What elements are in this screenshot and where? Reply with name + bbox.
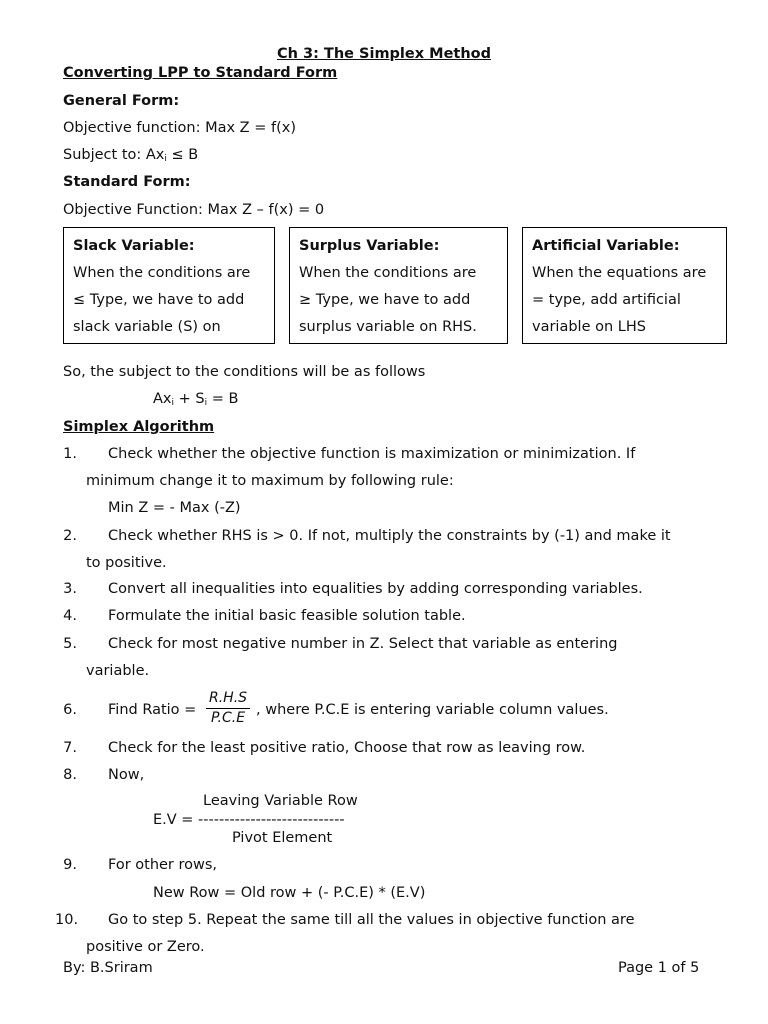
step-number: 6. xyxy=(63,702,77,718)
step-text: Go to step 5. Repeat the same till all the values in objective function are xyxy=(108,912,635,928)
ev-denominator: Pivot Element xyxy=(232,830,333,846)
step-text: For other rows, xyxy=(108,857,218,873)
conditions-intro: So, the subject to the conditions will be as follows xyxy=(63,364,426,380)
box-line: When the equations are xyxy=(532,265,707,281)
step-formula: Min Z = - Max (-Z) xyxy=(108,500,241,516)
step-text: , where P.C.E is entering variable column values. xyxy=(256,702,609,718)
step-number: 7. xyxy=(63,740,77,756)
step-number: 10. xyxy=(55,912,79,928)
box-line: When the conditions are xyxy=(73,265,251,281)
artificial-variable-box xyxy=(522,227,727,344)
objective-standard: Objective Function: Max Z – f(x) = 0 xyxy=(63,202,325,218)
step-number: 5. xyxy=(63,636,77,652)
box-line: surplus variable on RHS. xyxy=(299,319,477,335)
box-title: Surplus Variable: xyxy=(299,238,440,254)
box-line: variable on LHS xyxy=(532,319,646,335)
footer-page-number: Page 1 of 5 xyxy=(618,960,700,976)
footer-author: By: B.Sriram xyxy=(63,960,153,976)
box-title: Slack Variable: xyxy=(73,238,195,254)
step-text: Formulate the initial basic feasible solution table. xyxy=(108,608,466,624)
step-number: 8. xyxy=(63,767,77,783)
step-number: 3. xyxy=(63,581,77,597)
step-text: Now, xyxy=(108,767,145,783)
simplex-algorithm-heading: Simplex Algorithm xyxy=(63,419,215,435)
ev-numerator: Leaving Variable Row xyxy=(203,793,358,809)
step-text: variable. xyxy=(86,663,150,679)
ratio-fraction xyxy=(206,690,250,727)
general-form-label: General Form: xyxy=(63,93,180,109)
step-text: Check whether the objective function is maximization or minimization. If xyxy=(108,446,636,462)
step-text: Check whether RHS is > 0. If not, multiply the constraints by (-1) and make it xyxy=(108,528,671,544)
subject-to-line: Subject to: $Ax_i \le B$ xyxy=(63,147,199,164)
fraction-denominator: P.C.E xyxy=(211,710,246,726)
step-number: 2. xyxy=(63,528,77,544)
step-text: Convert all inequalities into equalities by adding corresponding variables. xyxy=(108,581,643,597)
step-formula: New Row = Old row + (- P.C.E) * (E.V) xyxy=(153,885,426,901)
step-number: 9. xyxy=(63,857,77,873)
section-heading-standard-form: Converting LPP to Standard Form xyxy=(63,65,338,81)
page-title: Ch 3: The Simplex Method xyxy=(276,46,491,62)
standard-equation: $Ax_i + S_i = B$ xyxy=(153,391,239,408)
step-text: positive or Zero. xyxy=(86,939,205,955)
fraction-numerator: R.H.S xyxy=(206,690,250,709)
step-text: Check for most negative number in Z. Select that variable as entering xyxy=(108,636,618,652)
surplus-variable-box xyxy=(289,227,508,344)
box-line: slack variable (S) on xyxy=(73,319,221,335)
step-number: 4. xyxy=(63,608,77,624)
ev-formula: E.V = ---------------------------- xyxy=(153,812,345,828)
box-title: Artificial Variable: xyxy=(532,238,680,254)
box-line: = type, add artificial xyxy=(532,292,681,308)
step-text: minimum change it to maximum by following rule: xyxy=(86,473,454,489)
box-line: When the conditions are xyxy=(299,265,477,281)
objective-general: Objective function: Max Z = f(x) xyxy=(63,120,296,136)
step-number: 1. xyxy=(63,446,77,462)
standard-form-label: Standard Form: xyxy=(63,174,191,190)
box-line: ≤ Type, we have to add xyxy=(73,292,245,308)
step-text: Check for the least positive ratio, Choose that row as leaving row. xyxy=(108,740,586,756)
slack-variable-box xyxy=(63,227,275,344)
step-text: Find Ratio = xyxy=(108,702,197,718)
step-text: to positive. xyxy=(86,555,167,571)
box-line: ≥ Type, we have to add xyxy=(299,292,471,308)
